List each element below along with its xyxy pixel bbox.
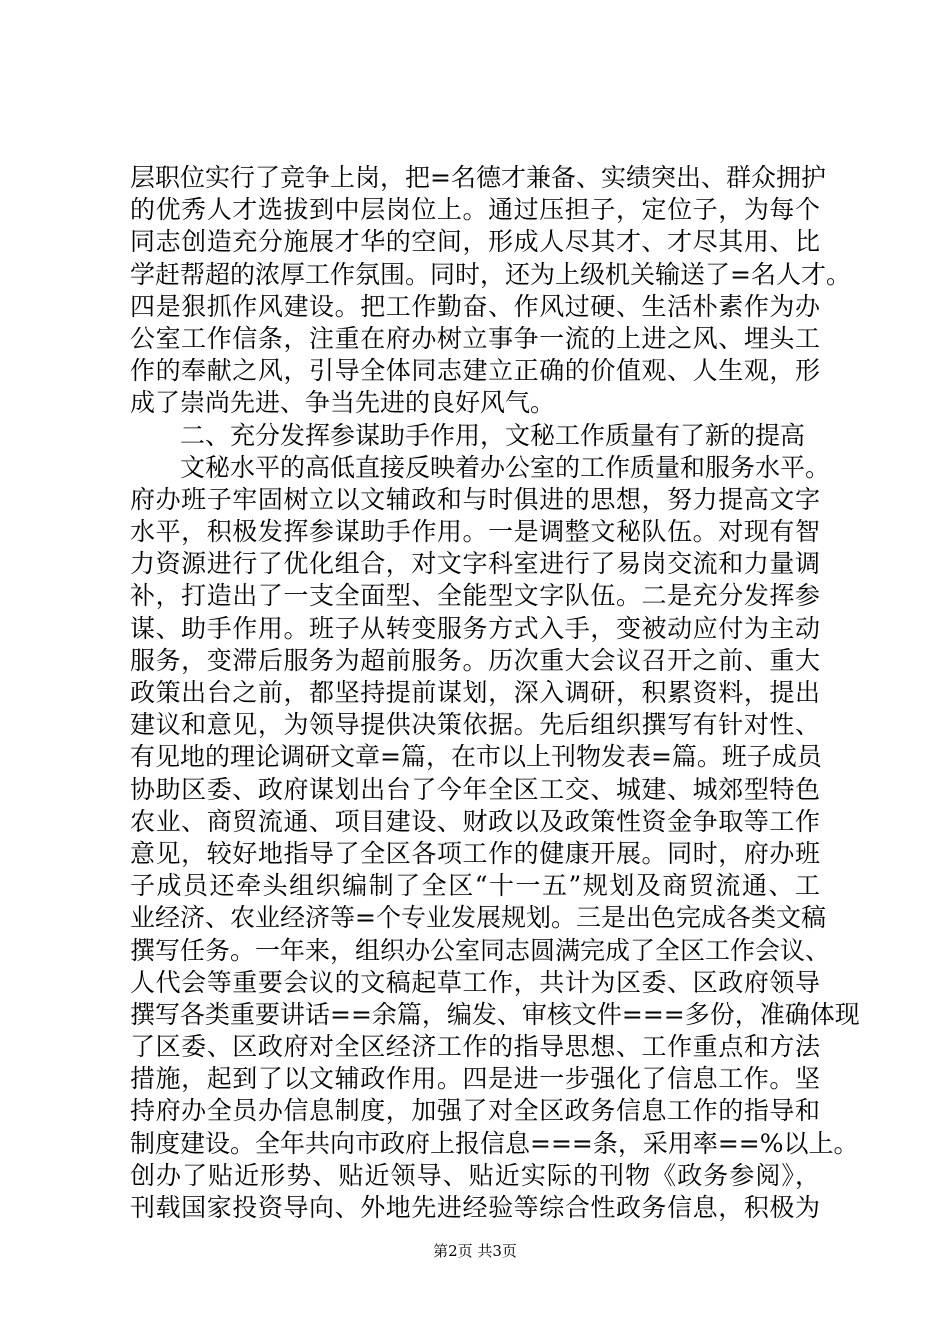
text-line: 作的奉献之风，引导全体同志建立正确的价值观、人生观，形 bbox=[130, 356, 820, 386]
text-line: 谋、助手作用。班子从转变服务方式入手，变被动应付为主动 bbox=[130, 613, 820, 643]
text-line: 撰写任务。一年来，组织办公室同志圆满完成了全区工作会议、 bbox=[130, 935, 831, 965]
text-line: 成了崇尚先进、争当先进的良好风气。 bbox=[130, 388, 556, 418]
text-line: 创办了贴近形势、贴近领导、贴近实际的刊物《政务参阅》， bbox=[130, 1160, 820, 1190]
text-line: 公室工作信条，注重在府办树立事争一流的上进之风、埋头工 bbox=[130, 323, 820, 353]
text-line: 刊载国家投资导向、外地先进经验等综合性政务信息，积极为 bbox=[130, 1193, 820, 1222]
text-line: 撰写各类重要讲话==余篇，编发、审核文件===多份，准确体现 bbox=[130, 999, 860, 1029]
text-line: 力资源进行了优化组合，对文字科室进行了易岗交流和力量调 bbox=[130, 549, 820, 579]
text-line: 协助区委、政府谋划出台了今年全区工交、城建、城郊型特色 bbox=[130, 774, 820, 804]
text-line: 了区委、区政府对全区经济工作的指导思想、工作重点和方法 bbox=[130, 1032, 820, 1062]
text-line: 层职位实行了竞争上岗，把=名德才兼备、实绩突出、群众拥护 bbox=[130, 163, 826, 192]
text-line: 措施，起到了以文辅政作用。四是进一步强化了信息工作。坚 bbox=[130, 1064, 820, 1094]
text-line: 意见，较好地指导了全区各项工作的健康开展。同时，府办班 bbox=[130, 838, 820, 868]
text-line: 政策出台之前，都坚持提前谋划，深入调研，积累资料，提出 bbox=[130, 678, 820, 707]
section-heading: 二、充分发挥参谋助手作用，文秘工作质量有了新的提高 bbox=[180, 420, 806, 450]
text-line: 子成员还牵头组织编制了全区“十一五”规划及商贸流通、工 bbox=[130, 871, 820, 901]
text-line: 有见地的理论调研文章=篇，在市以上刊物发表=篇。班子成员 bbox=[130, 742, 822, 772]
text-line: 服务，变滞后服务为超前服务。历次重大会议召开之前、重大 bbox=[130, 645, 820, 675]
text-line: 同志创造充分施展才华的空间，形成人尽其才、才尽其用、比 bbox=[130, 227, 820, 257]
text-line: 学赶帮超的浓厚工作氛围。同时，还为上级机关输送了=名人才。 bbox=[130, 259, 851, 289]
text-line: 人代会等重要会议的文稿起草工作，共计为区委、区政府领导 bbox=[130, 967, 820, 997]
text-line: 业经济、农业经济等=个专业发展规划。三是出色完成各类文稿 bbox=[130, 903, 826, 933]
text-line: 水平，积极发挥参谋助手作用。一是调整文秘队伍。对现有智 bbox=[130, 517, 820, 547]
text-line: 农业、商贸流通、项目建设、财政以及政策性资金争取等工作 bbox=[130, 806, 820, 836]
text-line: 文秘水平的高低直接反映着办公室的工作质量和服务水平。 bbox=[180, 452, 831, 482]
text-line: 制度建设。全年共向市政府上报信息===条，采用率==%以上。 bbox=[130, 1128, 859, 1158]
text-line: 四是狠抓作风建设。把工作勤奋、作风过硬、生活朴素作为办 bbox=[130, 291, 820, 321]
text-line: 补，打造出了一支全面型、全能型文字队伍。二是充分发挥参 bbox=[130, 581, 820, 611]
text-line: 府办班子牢固树立以文辅政和与时俱进的思想，努力提高文字 bbox=[130, 484, 820, 514]
text-line: 建议和意见，为领导提供决策依据。先后组织撰写有针对性、 bbox=[130, 710, 820, 740]
page-footer: 第2页 共3页 bbox=[433, 1242, 517, 1260]
body-text bbox=[130, 162, 860, 1224]
text-line: 的优秀人才选拔到中层岗位上。通过压担子，定位子，为每个 bbox=[130, 195, 820, 225]
text-line: 持府办全员办信息制度，加强了对全区政务信息工作的指导和 bbox=[130, 1096, 820, 1126]
